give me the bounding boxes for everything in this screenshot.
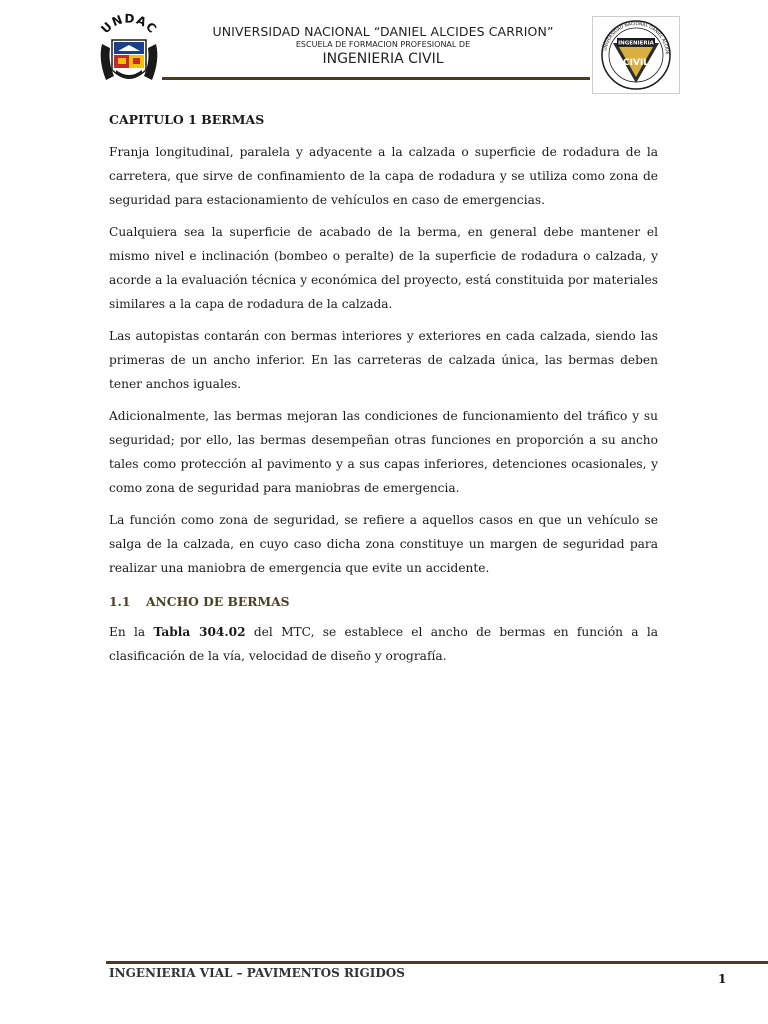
footer-course-title: INGENIERIA VIAL – PAVIMENTOS RIGIDOS: [109, 966, 405, 980]
footer-divider: [106, 961, 768, 964]
undac-logo: [96, 10, 162, 92]
paragraph-1: Franja longitudinal, paralela y adyacente a la calzada o superficie de rodadura de la carretera, que sirve de confinamiento de la capa de rodadura y se utiliza como zona de seguridad para estacionamiento de vehículos en caso de emergencias.: [109, 145, 658, 207]
section-heading: [109, 590, 658, 614]
table-reference: Tabla 304.02: [153, 625, 246, 639]
department-name: INGENIERIA CIVIL: [322, 51, 444, 67]
paragraph-3: Las autopistas contarán con bermas interiores y exteriores en cada calzada, siendo las primeras de un ancho inferior. En las carreteras de calzada única, las bermas deben tener anchos iguales.: [109, 329, 658, 391]
undac-logo-text: UNDAC: [98, 11, 160, 37]
section-number: 1.1: [109, 594, 131, 609]
school-name: ESCUELA DE FORMACION PROFESIONAL DE: [295, 40, 471, 49]
chapter-title: CAPITULO 1 BERMAS: [109, 112, 265, 127]
paragraph-2: Cualquiera sea la superficie de acabado de la berma, en general debe mantener el mismo nivel e inclinación (bombeo o peralte) de la superficie de rodadura o calzada, y acorde a la evaluación técnica y económica del proyecto, está constituida por materiales similares a la capa de rodadura de la calzada.: [109, 225, 658, 311]
paragraph-4: Adicionalmente, las bermas mejoran las condiciones de funcionamiento del tráfico y su seguridad; por ello, las bermas desempeñan otras funciones en proporción a su ancho tales como protección al pavimento y a sus capas inferiores, detenciones ocasionales, y como zona de seguridad para maniobras de emergencia.: [109, 409, 658, 495]
section-paragraph-rest: del MTC, se establece el ancho de bermas en función a la clasificación de la vía, velocidad de diseño y orografía.: [109, 625, 658, 663]
header-divider: [162, 77, 590, 80]
page-header: [0, 0, 768, 100]
section-title: ANCHO DE BERMAS: [146, 594, 290, 609]
svg-text:UNDAC: [98, 11, 160, 36]
logo-ring-text: UNIVERSIDAD NACIONAL DANIEL ALCIDE I: [592, 16, 670, 55]
header-text-block: [180, 24, 586, 67]
page-number: 1: [718, 972, 727, 986]
logo-civil-text: CIVIL: [622, 58, 650, 68]
paragraph-5: La función como zona de seguridad, se refiere a aquellos casos en que un vehículo se salga de la calzada, en cuyo caso dicha zona constituye un margen de seguridad para realizar una maniobra de emergencia que evite un accidente.: [109, 513, 658, 575]
section-paragraph-start: En la: [109, 625, 154, 639]
university-name: UNIVERSIDAD NACIONAL “DANIEL ALCIDES CARRION”: [212, 24, 554, 39]
logo-banner-text: INGENIERIA: [618, 40, 654, 47]
section-paragraph: [109, 620, 658, 668]
ingenieria-civil-logo: [592, 16, 680, 94]
document-body: [109, 108, 658, 676]
